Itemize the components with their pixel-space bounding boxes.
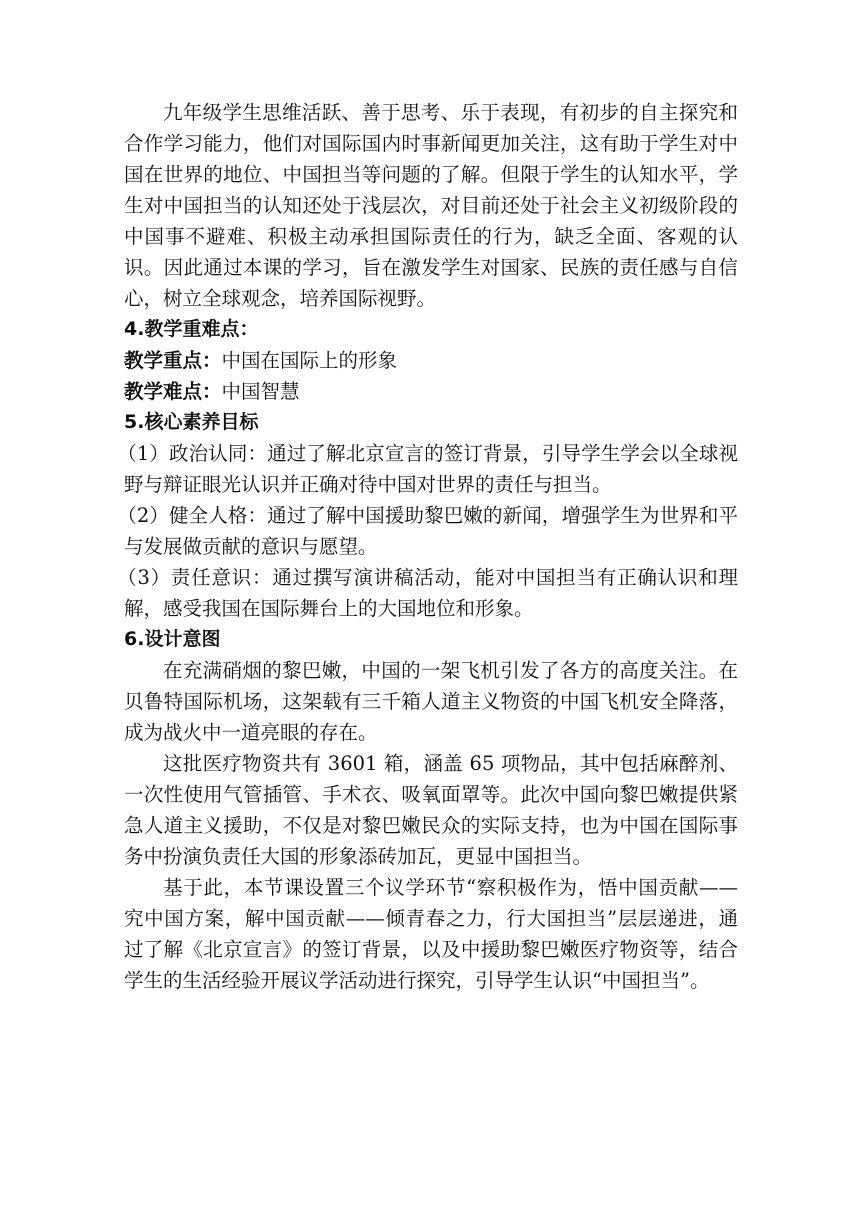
section-5-heading: 5.核心素养目标 — [124, 411, 259, 433]
section-6-heading: 6.设计意图 — [124, 628, 221, 650]
intro-paragraph: 九年级学生思维活跃、善于思考、乐于表现，有初步的自主探究和合作学习能力，他们对国际国内时事新闻更加关注，这有助于学生对中国在世界的地位、中国担当等问题的了解。但限于学生的认知水平，学生对中国担当的认知还处于浅层次，对目前还处于社会主义初级阶段的中国事不避难、积极主动承担国际责任的行为，缺乏全面、客观的认识。因此通过本课的学习，旨在激发学生对国家、民族的责任感与自信心，树立全球观念，培养国际视野。 — [124, 101, 738, 310]
key-point-label: 教学重点： — [124, 349, 222, 372]
difficult-point-label: 教学难点： — [124, 380, 222, 403]
difficult-point-line — [124, 376, 738, 407]
goal-item-political: （1）政治认同：通过了解北京宣言的签订背景，引导学生学会以全球视野与辩证眼光认识并正确对待中国对世界的责任与担当。 — [117, 442, 738, 496]
design-paragraph-2: 这批医疗物资共有 3601 箱，涵盖 65 项物品，其中包括麻醉剂、一次性使用气管插管、手术衣、吸氧面罩等。此次中国向黎巴嫩提供紧急人道主义援助，不仅是对黎巴嫩民众的实际支持，也为中国在国际事务中扮演负责任大国的形象添砖加瓦，更显中国担当。 — [124, 752, 738, 868]
section-4-heading: 4.教学重难点： — [124, 318, 259, 340]
key-point-line — [124, 345, 738, 376]
key-point-text: 中国在国际上的形象 — [221, 349, 398, 372]
design-paragraph-1: 在充满硝烟的黎巴嫩，中国的一架飞机引发了各方的高度关注。在贝鲁特国际机场，这架载有三千箱人道主义物资的中国飞机安全降落，成为战火中一道亮眼的存在。 — [124, 659, 738, 744]
goal-item-responsibility: （3）责任意识：通过撰写演讲稿活动，能对中国担当有正确认识和理解，感受我国在国际舞台上的大国地位和形象。 — [117, 566, 738, 620]
design-paragraph-3: 基于此，本节课设置三个议学环节“察积极作为，悟中国贡献——究中国方案，解中国贡献——倾青春之力，行大国担当”层层递进，通过了解《北京宣言》的签订背景，以及中援助黎巴嫩医疗物资等，结合学生的生活经验开展议学活动进行探究，引导学生认识“中国担当”。 — [124, 876, 738, 992]
difficult-point-text: 中国智慧 — [221, 380, 300, 403]
goal-item-personality: （2）健全人格：通过了解中国援助黎巴嫩的新闻，增强学生为世界和平与发展做贡献的意识与愿望。 — [117, 504, 738, 558]
